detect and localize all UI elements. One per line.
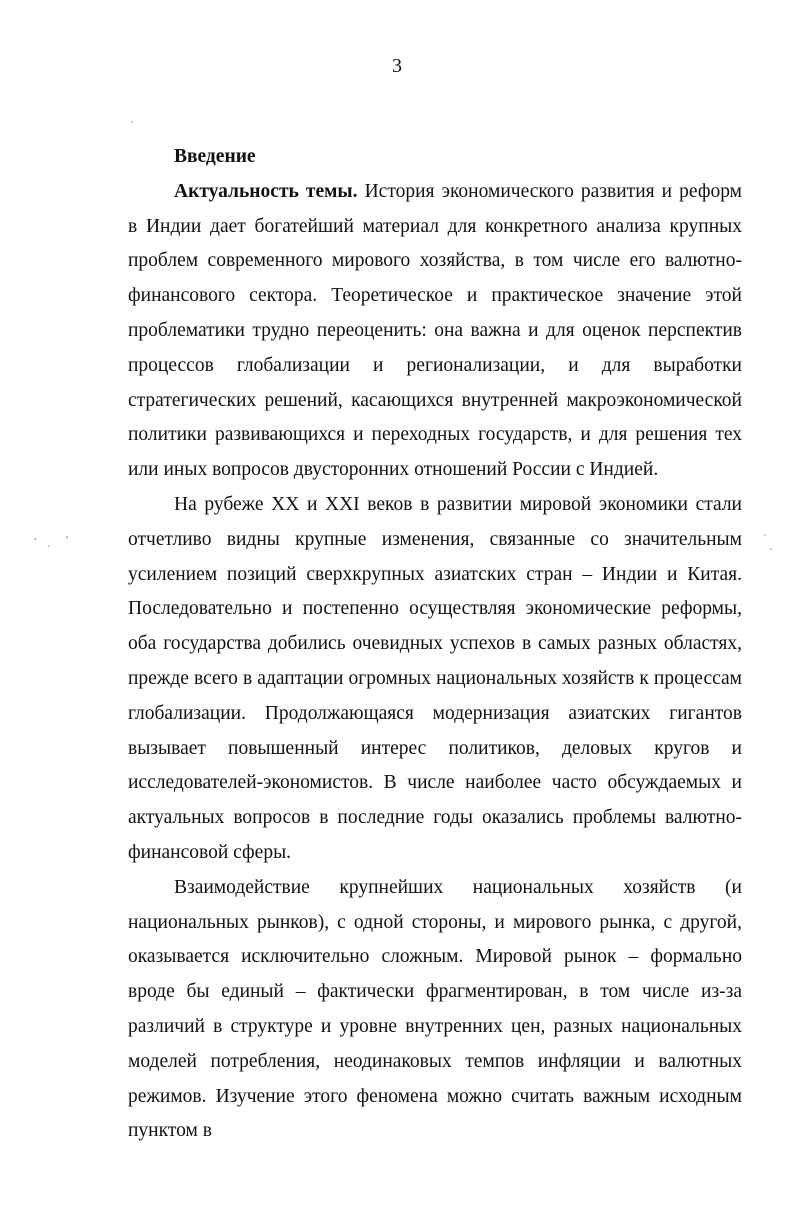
paragraph-text: На рубеже XX и XXI веков в развитии мировой экономики стали отчетливо видны крупные изменения, связанные со значительным усилением позиций сверхкрупных азиатских стран – Индии и Китая. Последовательно и постепенно осуществляя экономические реформы, оба государства добились очевидных успехов в самых разных областях, прежде всего в адаптации огромных национальных хозяйств к процессам глобализации. Продолжающаяся модернизация азиатских гигантов вызывает повышенный интерес политиков, деловых кругов и исследователей-экономистов. В числе наиболее часто обсуждаемых и актуальных вопросов в последние годы оказались проблемы валютно-финансовой сферы.	[128, 493, 742, 863]
scan-speck	[66, 536, 68, 539]
scan-speck	[770, 548, 772, 550]
paragraph-relevance	[128, 175, 742, 488]
page-number: 3	[392, 55, 402, 77]
paragraph-text: История экономического развития и реформ в Индии дает богатейший материал для конкретного анализа крупных проблем современного мирового хозяйства, в том числе его валютно-финансового сектора. Теоретическое и практическое значение этой проблематики трудно переоценить: она важна и для оценок перспектив процессов глобализации и регионализации, и для выработки стратегических решений, касающихся внутренней макроэкономической политики развивающихся и переходных государств, и для решения тех или иных вопросов двусторонних отношений России с Индией.	[128, 180, 743, 481]
paragraph-text: Взаимодействие крупнейших национальных хозяйств (и национальных рынков), с одной стороны, и мирового рынка, с другой, оказывается исключительно сложным. Мировой рынок – формально вроде бы единый – фактически фрагментирован, в том числе из-за различий в структуре и уровне внутренних цен, разных национальных моделей потребления, неодинаковых темпов инфляции и валютных режимов. Изучение этого феномена можно считать важным исходным пунктом в	[128, 876, 742, 1142]
scan-speck	[764, 534, 766, 536]
scan-speck	[131, 121, 133, 123]
section-title: Введение	[174, 146, 256, 167]
paragraph-world-market	[128, 871, 742, 1149]
scan-speck	[34, 538, 37, 540]
scan-speck	[48, 545, 50, 547]
paragraph-lead: Актуальность темы.	[174, 180, 358, 202]
paragraph-asian-giants	[128, 488, 742, 871]
document-body	[128, 140, 742, 1149]
